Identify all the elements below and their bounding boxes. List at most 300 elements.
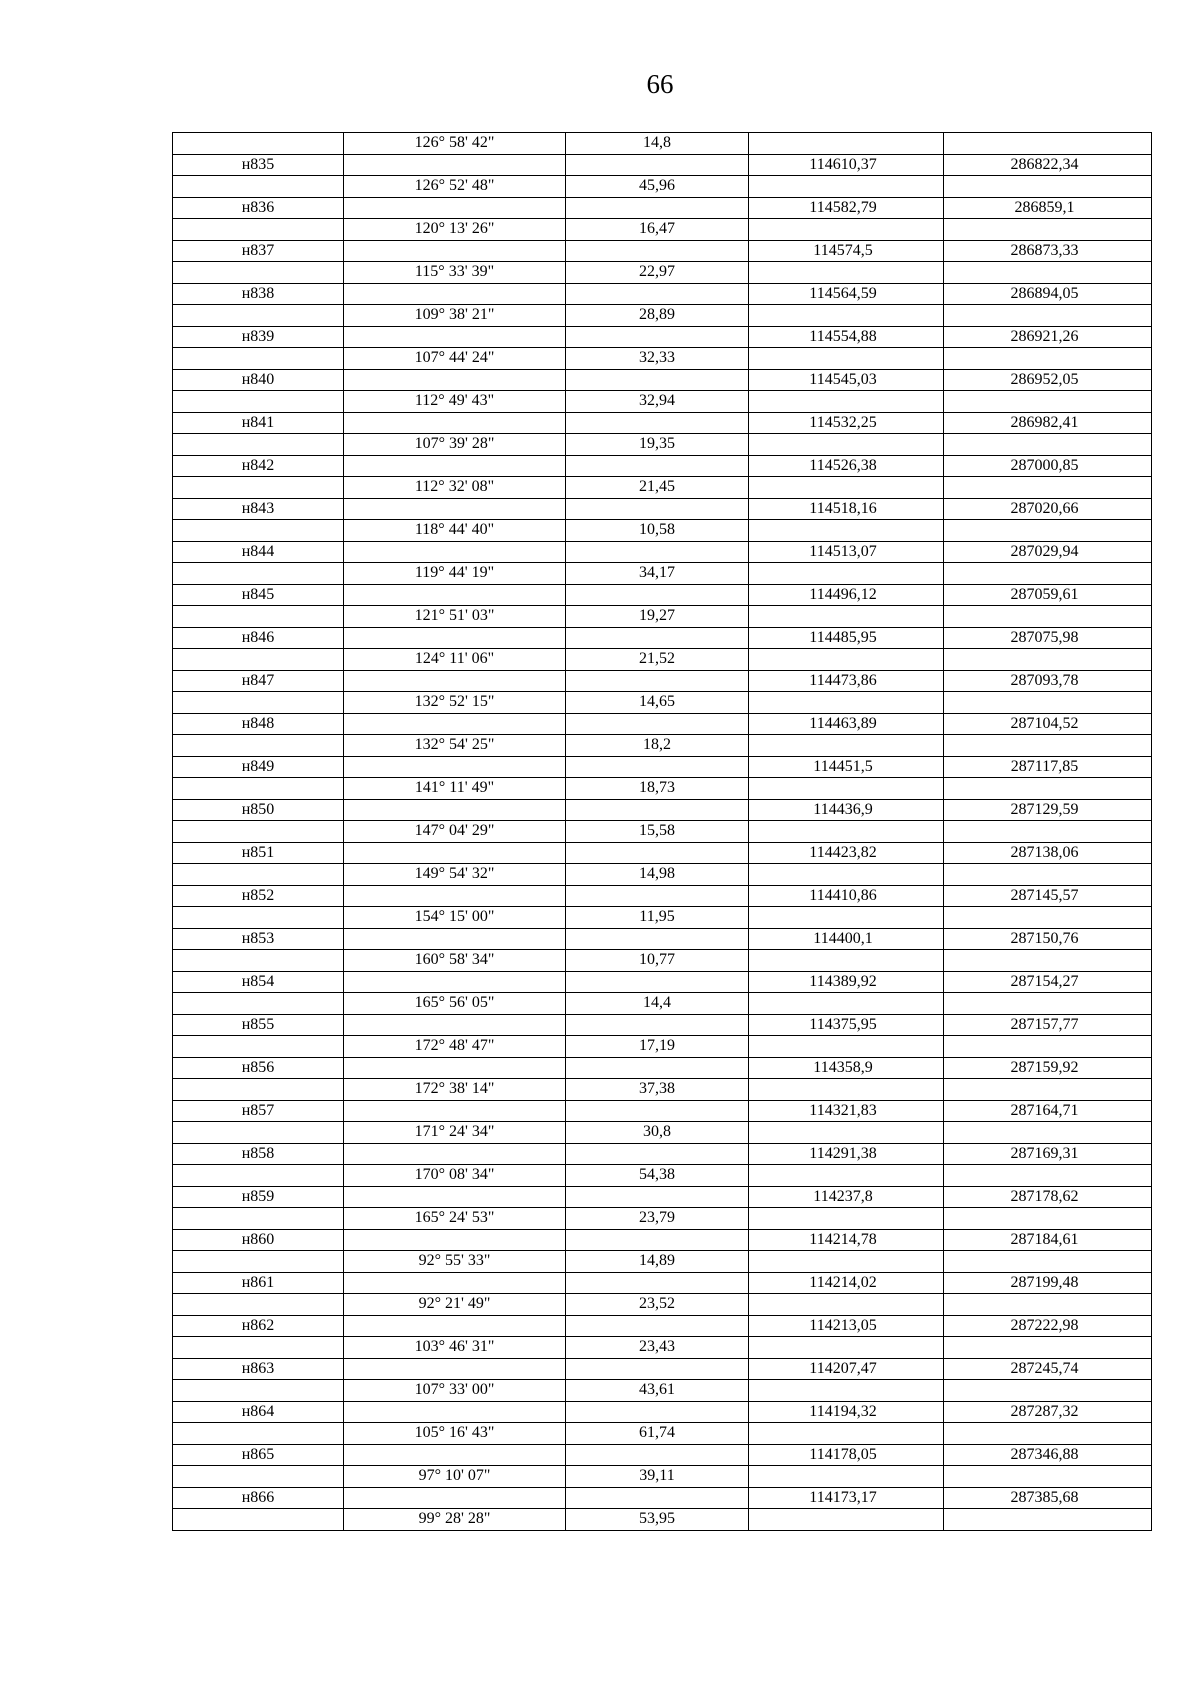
table-row — [173, 1294, 1152, 1316]
coordinates-table-body — [173, 133, 1152, 1531]
point-name-cell — [173, 1122, 344, 1144]
x-coordinate-cell: 114358,9 — [749, 1057, 944, 1079]
distance-cell — [566, 283, 749, 305]
angle-cell: 112° 49' 43" — [344, 391, 566, 413]
x-coordinate-cell: 114194,32 — [749, 1401, 944, 1423]
distance-cell — [566, 1229, 749, 1251]
x-coordinate-cell: 114526,38 — [749, 455, 944, 477]
distance-cell: 23,52 — [566, 1294, 749, 1316]
x-coordinate-cell — [749, 477, 944, 499]
point-name-cell: н854 — [173, 971, 344, 993]
table-row — [173, 1057, 1152, 1079]
table-row — [173, 520, 1152, 542]
x-coordinate-cell: 114564,59 — [749, 283, 944, 305]
y-coordinate-cell: 287138,06 — [944, 842, 1152, 864]
coordinates-table — [172, 132, 1152, 1531]
point-name-cell: н840 — [173, 369, 344, 391]
table-row — [173, 1186, 1152, 1208]
angle-cell: 160° 58' 34" — [344, 950, 566, 972]
x-coordinate-cell — [749, 692, 944, 714]
x-coordinate-cell: 114173,17 — [749, 1487, 944, 1509]
angle-cell: 132° 52' 15" — [344, 692, 566, 714]
distance-cell: 21,52 — [566, 649, 749, 671]
y-coordinate-cell: 287157,77 — [944, 1014, 1152, 1036]
y-coordinate-cell: 287020,66 — [944, 498, 1152, 520]
x-coordinate-cell: 114610,37 — [749, 154, 944, 176]
x-coordinate-cell — [749, 434, 944, 456]
point-name-cell: н857 — [173, 1100, 344, 1122]
angle-cell: 107° 39' 28" — [344, 434, 566, 456]
table-row — [173, 584, 1152, 606]
x-coordinate-cell — [749, 1509, 944, 1531]
x-coordinate-cell: 114574,5 — [749, 240, 944, 262]
y-coordinate-cell: 286894,05 — [944, 283, 1152, 305]
x-coordinate-cell: 114485,95 — [749, 627, 944, 649]
y-coordinate-cell: 287000,85 — [944, 455, 1152, 477]
angle-cell: 172° 48' 47" — [344, 1036, 566, 1058]
table-row — [173, 971, 1152, 993]
distance-cell — [566, 627, 749, 649]
table-row — [173, 1014, 1152, 1036]
point-name-cell — [173, 778, 344, 800]
point-name-cell — [173, 176, 344, 198]
point-name-cell — [173, 692, 344, 714]
y-coordinate-cell — [944, 1165, 1152, 1187]
table-row — [173, 1466, 1152, 1488]
x-coordinate-cell — [749, 649, 944, 671]
x-coordinate-cell: 114237,8 — [749, 1186, 944, 1208]
y-coordinate-cell: 287178,62 — [944, 1186, 1152, 1208]
x-coordinate-cell: 114451,5 — [749, 756, 944, 778]
distance-cell — [566, 584, 749, 606]
distance-cell — [566, 1358, 749, 1380]
distance-cell: 15,58 — [566, 821, 749, 843]
distance-cell: 19,27 — [566, 606, 749, 628]
y-coordinate-cell — [944, 735, 1152, 757]
y-coordinate-cell — [944, 778, 1152, 800]
point-name-cell: н855 — [173, 1014, 344, 1036]
angle-cell — [344, 971, 566, 993]
table-row — [173, 262, 1152, 284]
point-name-cell — [173, 649, 344, 671]
table-row — [173, 670, 1152, 692]
angle-cell — [344, 1143, 566, 1165]
distance-cell: 22,97 — [566, 262, 749, 284]
angle-cell — [344, 584, 566, 606]
table-row — [173, 1315, 1152, 1337]
distance-cell: 28,89 — [566, 305, 749, 327]
table-row — [173, 305, 1152, 327]
x-coordinate-cell — [749, 993, 944, 1015]
x-coordinate-cell — [749, 1208, 944, 1230]
x-coordinate-cell — [749, 563, 944, 585]
angle-cell: 165° 56' 05" — [344, 993, 566, 1015]
x-coordinate-cell — [749, 391, 944, 413]
y-coordinate-cell: 287385,68 — [944, 1487, 1152, 1509]
y-coordinate-cell — [944, 477, 1152, 499]
page-number: 66 — [646, 69, 674, 99]
x-coordinate-cell — [749, 1337, 944, 1359]
table-row — [173, 477, 1152, 499]
angle-cell: 154° 15' 00" — [344, 907, 566, 929]
table-row — [173, 434, 1152, 456]
table-row — [173, 1444, 1152, 1466]
angle-cell: 112° 32' 08" — [344, 477, 566, 499]
x-coordinate-cell: 114214,02 — [749, 1272, 944, 1294]
y-coordinate-cell — [944, 348, 1152, 370]
distance-cell: 18,73 — [566, 778, 749, 800]
y-coordinate-cell — [944, 821, 1152, 843]
point-name-cell — [173, 1423, 344, 1445]
y-coordinate-cell — [944, 563, 1152, 585]
point-name-cell: н866 — [173, 1487, 344, 1509]
point-name-cell: н861 — [173, 1272, 344, 1294]
point-name-cell — [173, 133, 344, 155]
x-coordinate-cell: 114321,83 — [749, 1100, 944, 1122]
x-coordinate-cell: 114207,47 — [749, 1358, 944, 1380]
distance-cell: 39,11 — [566, 1466, 749, 1488]
distance-cell: 18,2 — [566, 735, 749, 757]
x-coordinate-cell: 114496,12 — [749, 584, 944, 606]
x-coordinate-cell — [749, 1380, 944, 1402]
table-row — [173, 326, 1152, 348]
table-row — [173, 1509, 1152, 1531]
y-coordinate-cell: 286982,41 — [944, 412, 1152, 434]
table-row — [173, 756, 1152, 778]
angle-cell — [344, 1487, 566, 1509]
table-row — [173, 1358, 1152, 1380]
point-name-cell — [173, 907, 344, 929]
angle-cell: 109° 38' 21" — [344, 305, 566, 327]
angle-cell — [344, 412, 566, 434]
point-name-cell: н848 — [173, 713, 344, 735]
y-coordinate-cell — [944, 1423, 1152, 1445]
angle-cell — [344, 283, 566, 305]
angle-cell — [344, 1315, 566, 1337]
angle-cell — [344, 1229, 566, 1251]
point-name-cell — [173, 864, 344, 886]
angle-cell: 115° 33' 39" — [344, 262, 566, 284]
point-name-cell — [173, 434, 344, 456]
distance-cell — [566, 1315, 749, 1337]
table-row — [173, 1272, 1152, 1294]
table-row — [173, 606, 1152, 628]
y-coordinate-cell: 287145,57 — [944, 885, 1152, 907]
distance-cell — [566, 971, 749, 993]
point-name-cell: н860 — [173, 1229, 344, 1251]
x-coordinate-cell — [749, 778, 944, 800]
table-row — [173, 885, 1152, 907]
table-row — [173, 907, 1152, 929]
table-row — [173, 1229, 1152, 1251]
y-coordinate-cell: 287222,98 — [944, 1315, 1152, 1337]
y-coordinate-cell: 287164,71 — [944, 1100, 1152, 1122]
table-row — [173, 1337, 1152, 1359]
table-row — [173, 1036, 1152, 1058]
x-coordinate-cell — [749, 1251, 944, 1273]
y-coordinate-cell: 287154,27 — [944, 971, 1152, 993]
y-coordinate-cell — [944, 391, 1152, 413]
distance-cell: 30,8 — [566, 1122, 749, 1144]
y-coordinate-cell — [944, 1466, 1152, 1488]
table-row — [173, 240, 1152, 262]
x-coordinate-cell: 114463,89 — [749, 713, 944, 735]
angle-cell: 103° 46' 31" — [344, 1337, 566, 1359]
point-name-cell — [173, 563, 344, 585]
distance-cell: 14,89 — [566, 1251, 749, 1273]
y-coordinate-cell — [944, 1380, 1152, 1402]
x-coordinate-cell — [749, 133, 944, 155]
x-coordinate-cell: 114423,82 — [749, 842, 944, 864]
distance-cell: 43,61 — [566, 1380, 749, 1402]
distance-cell — [566, 713, 749, 735]
x-coordinate-cell: 114545,03 — [749, 369, 944, 391]
table-row — [173, 369, 1152, 391]
table-row — [173, 283, 1152, 305]
y-coordinate-cell — [944, 133, 1152, 155]
point-name-cell — [173, 821, 344, 843]
x-coordinate-cell: 114291,38 — [749, 1143, 944, 1165]
distance-cell — [566, 1444, 749, 1466]
angle-cell — [344, 1186, 566, 1208]
point-name-cell: н836 — [173, 197, 344, 219]
y-coordinate-cell: 287093,78 — [944, 670, 1152, 692]
table-row — [173, 1165, 1152, 1187]
x-coordinate-cell: 114554,88 — [749, 326, 944, 348]
x-coordinate-cell: 114518,16 — [749, 498, 944, 520]
distance-cell: 19,35 — [566, 434, 749, 456]
angle-cell — [344, 455, 566, 477]
angle-cell — [344, 627, 566, 649]
y-coordinate-cell — [944, 1294, 1152, 1316]
y-coordinate-cell: 287159,92 — [944, 1057, 1152, 1079]
point-name-cell: н843 — [173, 498, 344, 520]
table-row — [173, 692, 1152, 714]
angle-cell: 97° 10' 07" — [344, 1466, 566, 1488]
distance-cell — [566, 1487, 749, 1509]
distance-cell: 54,38 — [566, 1165, 749, 1187]
angle-cell: 132° 54' 25" — [344, 735, 566, 757]
angle-cell: 107° 44' 24" — [344, 348, 566, 370]
point-name-cell — [173, 520, 344, 542]
table-row — [173, 1423, 1152, 1445]
point-name-cell — [173, 1208, 344, 1230]
distance-cell: 32,33 — [566, 348, 749, 370]
angle-cell: 121° 51' 03" — [344, 606, 566, 628]
y-coordinate-cell — [944, 950, 1152, 972]
distance-cell — [566, 1143, 749, 1165]
y-coordinate-cell — [944, 1208, 1152, 1230]
distance-cell — [566, 541, 749, 563]
point-name-cell: н850 — [173, 799, 344, 821]
point-name-cell: н838 — [173, 283, 344, 305]
point-name-cell — [173, 1251, 344, 1273]
point-name-cell — [173, 1337, 344, 1359]
distance-cell: 14,4 — [566, 993, 749, 1015]
x-coordinate-cell — [749, 1423, 944, 1445]
point-name-cell: н859 — [173, 1186, 344, 1208]
table-row — [173, 1251, 1152, 1273]
angle-cell — [344, 1401, 566, 1423]
angle-cell: 165° 24' 53" — [344, 1208, 566, 1230]
distance-cell: 14,65 — [566, 692, 749, 714]
distance-cell — [566, 498, 749, 520]
table-row — [173, 563, 1152, 585]
table-row — [173, 541, 1152, 563]
angle-cell: 119° 44' 19" — [344, 563, 566, 585]
table-row — [173, 928, 1152, 950]
x-coordinate-cell — [749, 1036, 944, 1058]
table-row — [173, 1100, 1152, 1122]
angle-cell — [344, 713, 566, 735]
point-name-cell — [173, 391, 344, 413]
y-coordinate-cell: 287150,76 — [944, 928, 1152, 950]
x-coordinate-cell: 114375,95 — [749, 1014, 944, 1036]
point-name-cell — [173, 950, 344, 972]
distance-cell: 11,95 — [566, 907, 749, 929]
distance-cell — [566, 326, 749, 348]
point-name-cell — [173, 1380, 344, 1402]
point-name-cell — [173, 735, 344, 757]
x-coordinate-cell — [749, 176, 944, 198]
angle-cell — [344, 928, 566, 950]
x-coordinate-cell — [749, 907, 944, 929]
x-coordinate-cell — [749, 219, 944, 241]
x-coordinate-cell: 114400,1 — [749, 928, 944, 950]
angle-cell: 92° 55' 33" — [344, 1251, 566, 1273]
distance-cell: 14,8 — [566, 133, 749, 155]
angle-cell — [344, 885, 566, 907]
distance-cell: 61,74 — [566, 1423, 749, 1445]
x-coordinate-cell: 114582,79 — [749, 197, 944, 219]
y-coordinate-cell — [944, 262, 1152, 284]
x-coordinate-cell — [749, 1122, 944, 1144]
distance-cell — [566, 885, 749, 907]
y-coordinate-cell: 287287,32 — [944, 1401, 1152, 1423]
angle-cell: 149° 54' 32" — [344, 864, 566, 886]
x-coordinate-cell — [749, 950, 944, 972]
point-name-cell — [173, 477, 344, 499]
table-row — [173, 1079, 1152, 1101]
y-coordinate-cell — [944, 1251, 1152, 1273]
point-name-cell: н856 — [173, 1057, 344, 1079]
table-row — [173, 1487, 1152, 1509]
y-coordinate-cell: 287104,52 — [944, 713, 1152, 735]
x-coordinate-cell — [749, 1079, 944, 1101]
distance-cell: 14,98 — [566, 864, 749, 886]
table-row — [173, 348, 1152, 370]
x-coordinate-cell — [749, 1165, 944, 1187]
angle-cell — [344, 369, 566, 391]
y-coordinate-cell: 287129,59 — [944, 799, 1152, 821]
angle-cell: 118° 44' 40" — [344, 520, 566, 542]
point-name-cell: н858 — [173, 1143, 344, 1165]
distance-cell — [566, 1100, 749, 1122]
distance-cell — [566, 1401, 749, 1423]
x-coordinate-cell: 114213,05 — [749, 1315, 944, 1337]
distance-cell: 21,45 — [566, 477, 749, 499]
point-name-cell: н863 — [173, 1358, 344, 1380]
point-name-cell: н835 — [173, 154, 344, 176]
point-name-cell — [173, 262, 344, 284]
y-coordinate-cell — [944, 907, 1152, 929]
point-name-cell: н851 — [173, 842, 344, 864]
point-name-cell — [173, 993, 344, 1015]
point-name-cell: н846 — [173, 627, 344, 649]
angle-cell: 126° 58' 42" — [344, 133, 566, 155]
y-coordinate-cell: 286952,05 — [944, 369, 1152, 391]
table-row — [173, 1401, 1152, 1423]
x-coordinate-cell: 114513,07 — [749, 541, 944, 563]
table-row — [173, 713, 1152, 735]
distance-cell — [566, 756, 749, 778]
angle-cell: 147° 04' 29" — [344, 821, 566, 843]
y-coordinate-cell — [944, 1122, 1152, 1144]
distance-cell — [566, 670, 749, 692]
angle-cell: 126° 52' 48" — [344, 176, 566, 198]
point-name-cell: н842 — [173, 455, 344, 477]
y-coordinate-cell: 287199,48 — [944, 1272, 1152, 1294]
y-coordinate-cell: 286859,1 — [944, 197, 1152, 219]
distance-cell: 32,94 — [566, 391, 749, 413]
angle-cell — [344, 1100, 566, 1122]
y-coordinate-cell: 287059,61 — [944, 584, 1152, 606]
distance-cell — [566, 197, 749, 219]
point-name-cell — [173, 348, 344, 370]
table-row — [173, 649, 1152, 671]
x-coordinate-cell — [749, 1466, 944, 1488]
y-coordinate-cell: 287029,94 — [944, 541, 1152, 563]
x-coordinate-cell — [749, 864, 944, 886]
table-row — [173, 1122, 1152, 1144]
angle-cell: 124° 11' 06" — [344, 649, 566, 671]
point-name-cell — [173, 606, 344, 628]
distance-cell: 17,19 — [566, 1036, 749, 1058]
point-name-cell: н844 — [173, 541, 344, 563]
point-name-cell: н853 — [173, 928, 344, 950]
x-coordinate-cell: 114532,25 — [749, 412, 944, 434]
distance-cell: 23,79 — [566, 1208, 749, 1230]
angle-cell: 105° 16' 43" — [344, 1423, 566, 1445]
angle-cell: 171° 24' 34" — [344, 1122, 566, 1144]
distance-cell — [566, 1272, 749, 1294]
angle-cell — [344, 326, 566, 348]
table-row — [173, 391, 1152, 413]
x-coordinate-cell — [749, 520, 944, 542]
x-coordinate-cell — [749, 821, 944, 843]
y-coordinate-cell: 287346,88 — [944, 1444, 1152, 1466]
y-coordinate-cell — [944, 176, 1152, 198]
point-name-cell — [173, 305, 344, 327]
distance-cell: 16,47 — [566, 219, 749, 241]
table-row — [173, 1380, 1152, 1402]
table-row — [173, 778, 1152, 800]
distance-cell — [566, 1186, 749, 1208]
angle-cell: 92° 21' 49" — [344, 1294, 566, 1316]
table-row — [173, 412, 1152, 434]
distance-cell — [566, 412, 749, 434]
angle-cell — [344, 541, 566, 563]
point-name-cell: н864 — [173, 1401, 344, 1423]
y-coordinate-cell — [944, 692, 1152, 714]
y-coordinate-cell — [944, 993, 1152, 1015]
y-coordinate-cell — [944, 649, 1152, 671]
angle-cell — [344, 498, 566, 520]
x-coordinate-cell: 114214,78 — [749, 1229, 944, 1251]
point-name-cell: н862 — [173, 1315, 344, 1337]
table-row — [173, 1143, 1152, 1165]
table-row — [173, 219, 1152, 241]
